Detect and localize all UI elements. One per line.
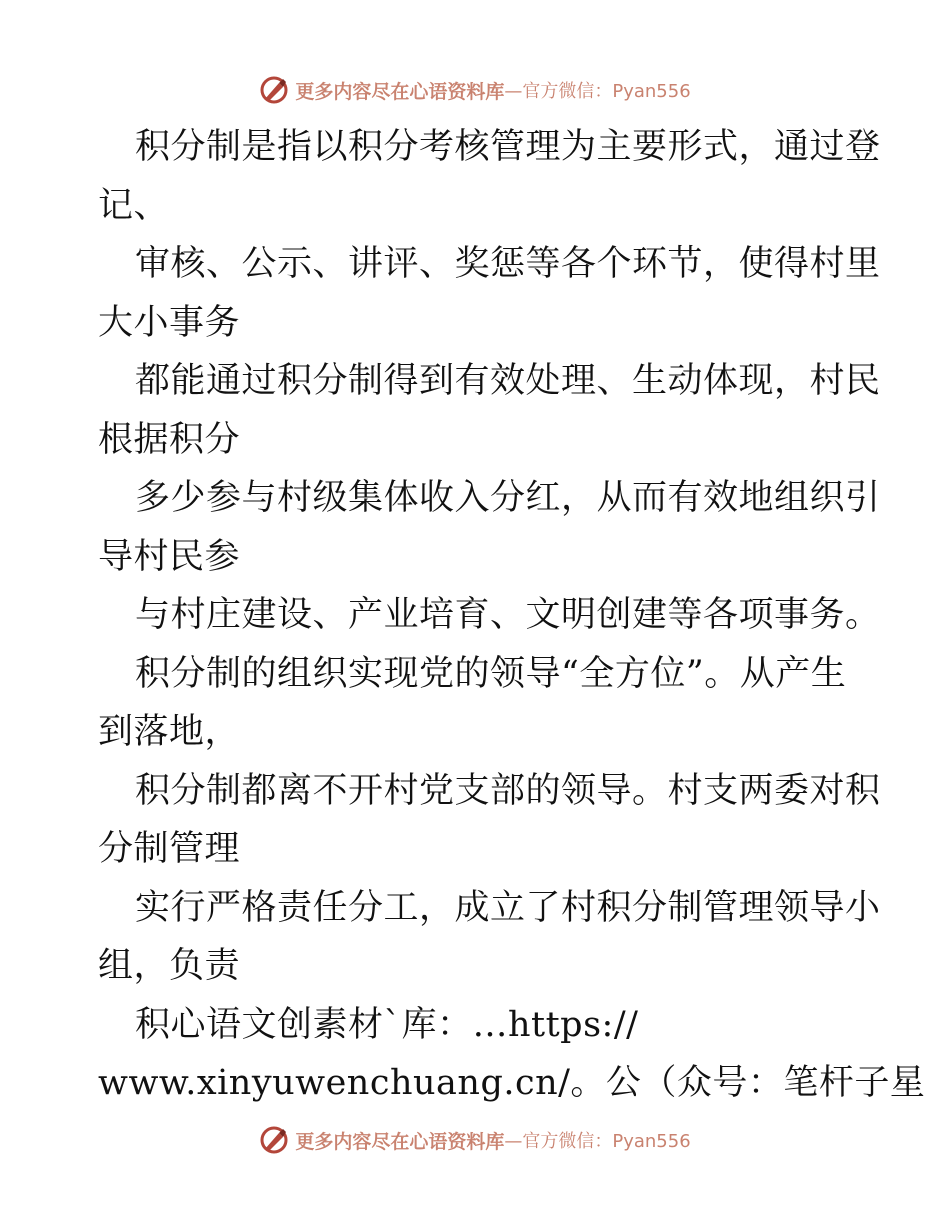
header-watermark-title: 更多内容尽在心语资料库 xyxy=(295,80,505,103)
pen-logo-icon xyxy=(259,1125,289,1155)
footer-watermark-title: 更多内容尽在心语资料库 xyxy=(295,1130,505,1153)
header-watermark-contact: —官方微信：Pyan556 xyxy=(504,81,691,102)
body-line: 组，负责 xyxy=(98,946,241,986)
body-line: 积分制的组织实现党的领导“全方位”。从产生 xyxy=(135,653,847,694)
body-line: 都能通过积分制得到有效处理、生动体现，村民 xyxy=(135,361,881,401)
body-line: 与村庄建设、产业培育、文明创建等各项事务。 xyxy=(135,595,881,635)
body-line: 积心语文创素材`库：…https:// xyxy=(135,1004,639,1045)
body-line: 记、 xyxy=(98,185,170,226)
body-line: 多少参与村级集体收入分红，从而有效地组织引 xyxy=(135,478,881,518)
footer-watermark-contact: —官方微信：Pyan556 xyxy=(504,1131,691,1152)
document-body xyxy=(98,118,926,1113)
body-line: 导村民参 xyxy=(98,536,241,577)
body-line: 根据积分 xyxy=(98,419,241,460)
body-line: 积分制都离不开村党支部的领导。村支两委对积 xyxy=(135,770,881,811)
pen-logo-icon xyxy=(259,75,289,105)
body-line: 审核、公示、讲评、奖惩等各个环节，使得村里 xyxy=(135,244,881,284)
footer-watermark-banner xyxy=(0,1120,950,1160)
body-line: 实行严格责任分工，成立了村积分制管理领导小 xyxy=(135,887,881,928)
body-line: 积分制是指以积分考核管理为主要形式，通过登 xyxy=(135,127,881,167)
header-watermark-banner xyxy=(0,70,950,110)
body-line: 大小事务 xyxy=(98,302,241,343)
body-line: www.xinyuwenchuang.cn/。公（众号：笔杆子星 xyxy=(98,1063,926,1103)
body-line: 到落地， xyxy=(98,712,241,752)
body-line: 分制管理 xyxy=(98,829,241,869)
